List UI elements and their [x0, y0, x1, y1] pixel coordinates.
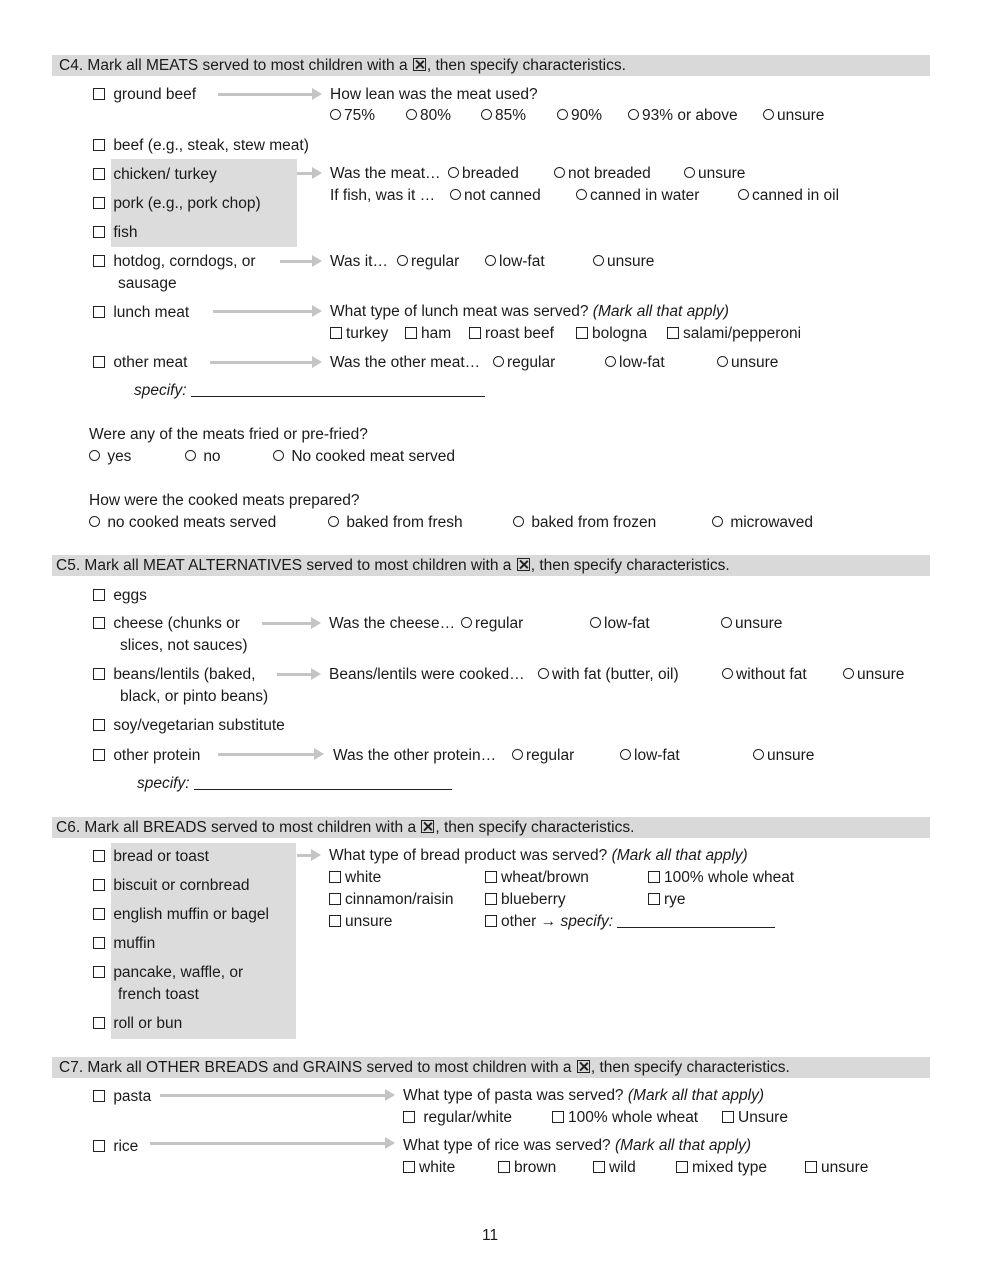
c7-item-rice[interactable] — [93, 1137, 138, 1157]
checkbox-icon[interactable] — [93, 139, 105, 151]
arrow-icon — [280, 260, 313, 263]
checkbox-icon[interactable] — [405, 327, 417, 339]
other-protein-option[interactable] — [512, 746, 574, 766]
c6-item-english-muffin[interactable] — [93, 905, 269, 925]
other-protein-option[interactable] — [753, 746, 814, 766]
specify-label: specify: — [134, 382, 187, 399]
radio-icon[interactable] — [397, 255, 408, 266]
lunch-option[interactable] — [469, 324, 554, 344]
lean-option[interactable] — [330, 106, 375, 126]
option-label: regular — [507, 354, 556, 371]
prepared-option[interactable] — [89, 513, 276, 533]
question-note: (Mark all that apply) — [614, 1137, 752, 1154]
radio-icon[interactable] — [450, 189, 461, 200]
radio-icon[interactable] — [620, 749, 631, 760]
c5-item-cheese-cont: slices, not sauces) — [120, 637, 248, 654]
hotdog-option[interactable] — [397, 252, 459, 272]
c6-item-pancake[interactable] — [93, 963, 243, 983]
item-label: bread or toast — [113, 848, 209, 865]
radio-icon[interactable] — [605, 356, 616, 367]
hotdog-option[interactable] — [593, 252, 654, 272]
arrow-icon — [150, 1142, 386, 1145]
radio-icon[interactable] — [628, 109, 639, 120]
section-header-c4 — [52, 55, 930, 76]
item-label: chicken/ turkey — [113, 166, 217, 183]
checkbox-icon[interactable] — [93, 668, 105, 680]
option-label: regular — [526, 747, 575, 764]
checkbox-icon[interactable] — [648, 871, 660, 883]
checkbox-icon[interactable] — [403, 1111, 415, 1123]
checkbox-icon[interactable] — [469, 327, 481, 339]
bread-option[interactable] — [329, 912, 392, 932]
item-label: eggs — [113, 587, 147, 604]
bread-option[interactable] — [485, 890, 566, 910]
c6-item-roll[interactable] — [93, 1014, 182, 1034]
fried-question: Were any of the meats fried or pre-fried? — [89, 426, 368, 443]
other-meat-option[interactable] — [493, 353, 555, 373]
option-label: 85% — [495, 107, 527, 124]
checkbox-icon[interactable] — [93, 1140, 105, 1152]
option-label: bologna — [592, 325, 648, 342]
cheese-option[interactable] — [721, 614, 782, 634]
option-label: roast beef — [485, 325, 554, 342]
radio-icon[interactable] — [406, 109, 417, 120]
radio-icon[interactable] — [513, 516, 524, 527]
prepared-option[interactable] — [712, 513, 813, 533]
lean-option[interactable] — [628, 106, 738, 126]
question-text: What type of rice was served? — [403, 1137, 611, 1154]
checkbox-icon[interactable] — [330, 327, 342, 339]
option-label: unsure — [767, 747, 815, 764]
other-protein-question: Was the other protein… — [333, 747, 497, 764]
c7-item-pasta[interactable] — [93, 1087, 151, 1107]
item-label: other protein — [113, 747, 201, 764]
checkbox-icon[interactable] — [329, 915, 341, 927]
pasta-question — [403, 1086, 764, 1106]
lunch-option[interactable] — [405, 324, 451, 344]
checkbox-icon[interactable] — [93, 850, 105, 862]
radio-icon[interactable] — [273, 450, 284, 461]
option-label: yes — [107, 448, 132, 465]
beans-question: Beans/lentils were cooked… — [329, 666, 525, 683]
checkbox-icon[interactable] — [93, 306, 105, 318]
option-label: unsure — [821, 1159, 869, 1176]
arrow-icon — [277, 673, 312, 676]
option-label: low-fat — [634, 747, 680, 764]
specify-label: specify: — [137, 775, 190, 792]
lean-option[interactable] — [557, 106, 602, 126]
cheese-option[interactable] — [590, 614, 650, 634]
c6-header-pre: C6. Mark all BREADS served to most children with a — [56, 819, 417, 836]
bread-option-other[interactable] — [485, 912, 775, 932]
option-label: 100% whole wheat — [664, 869, 795, 886]
c5-header-pre: C5. Mark all MEAT ALTERNATIVES served to most children with a — [56, 557, 512, 574]
radio-icon[interactable] — [712, 516, 723, 527]
section-header-c7 — [52, 1057, 930, 1078]
radio-icon[interactable] — [538, 668, 549, 679]
prepared-option[interactable] — [328, 513, 463, 533]
lunch-option[interactable] — [667, 324, 801, 344]
checkbox-icon[interactable] — [485, 893, 497, 905]
option-label: wild — [609, 1159, 636, 1176]
rice-option[interactable] — [498, 1158, 556, 1178]
bread-option[interactable] — [648, 868, 794, 888]
option-label: 75% — [344, 107, 376, 124]
option-label: turkey — [346, 325, 389, 342]
question-text: What type of lunch meat was served? — [330, 303, 589, 320]
rice-question — [403, 1136, 751, 1156]
right-arrow-icon: → — [540, 913, 557, 930]
option-label: baked from fresh — [346, 514, 463, 531]
option-label: low-fat — [604, 615, 650, 632]
option-label: unsure — [857, 666, 905, 683]
lunch-option[interactable] — [330, 324, 388, 344]
breaded-option[interactable] — [448, 164, 519, 184]
option-label: No cooked meat served — [291, 448, 456, 465]
c5-header-post: , then specify characteristics. — [530, 557, 730, 574]
item-label: pork (e.g., pork chop) — [113, 195, 261, 212]
c4-item-hotdog-cont: sausage — [118, 275, 177, 292]
checkbox-icon[interactable] — [93, 749, 105, 761]
checkbox-icon[interactable] — [552, 1111, 564, 1123]
checkbox-icon[interactable] — [93, 88, 105, 100]
item-label: rice — [113, 1138, 139, 1155]
radio-icon[interactable] — [721, 617, 732, 628]
checkbox-icon[interactable] — [676, 1161, 688, 1173]
arrow-icon — [213, 310, 313, 313]
option-label: salami/pepperoni — [683, 325, 802, 342]
item-label: other meat — [113, 354, 188, 371]
item-label: cheese (chunks or — [113, 615, 240, 632]
radio-icon[interactable] — [448, 167, 459, 178]
option-label: not canned — [464, 187, 541, 204]
option-label: no — [203, 448, 221, 465]
option-label: unsure — [698, 165, 746, 182]
arrow-icon — [160, 1094, 386, 1097]
radio-icon[interactable] — [89, 516, 100, 527]
c4-header-post: , then specify characteristics. — [426, 57, 626, 74]
c4-item-fish[interactable] — [93, 223, 137, 243]
option-label: blueberry — [501, 891, 566, 908]
checked-box-icon — [421, 820, 434, 833]
c5-item-soy[interactable] — [93, 716, 285, 736]
rice-option[interactable] — [403, 1158, 455, 1178]
c4-item-chicken[interactable] — [93, 165, 217, 185]
radio-icon[interactable] — [717, 356, 728, 367]
question-text: What type of pasta was served? — [403, 1087, 624, 1104]
c5-item-beans-cont: black, or pinto beans) — [120, 688, 269, 705]
c4-header-pre: C4. Mark all MEATS served to most children with a — [59, 57, 408, 74]
checkbox-icon[interactable] — [93, 719, 105, 731]
option-label: not breaded — [568, 165, 651, 182]
specify-input[interactable] — [191, 382, 485, 397]
hotdog-question: Was it… — [330, 253, 388, 270]
option-label: unsure — [777, 107, 825, 124]
fried-option[interactable] — [185, 447, 221, 467]
c6-item-pancake-cont: french toast — [118, 986, 199, 1003]
breaded-question: Was the meat… — [330, 165, 441, 182]
item-label: pasta — [113, 1088, 152, 1105]
option-label: canned in water — [590, 187, 700, 204]
option-label: regular/white — [423, 1109, 513, 1126]
question-note: (Mark all that apply) — [592, 303, 729, 320]
arrow-icon — [262, 622, 312, 625]
rice-option[interactable] — [676, 1158, 767, 1178]
checkbox-icon[interactable] — [648, 893, 660, 905]
radio-icon[interactable] — [485, 255, 496, 266]
checked-box-icon — [577, 1060, 590, 1073]
radio-icon[interactable] — [576, 189, 587, 200]
item-label: muffin — [113, 935, 156, 952]
checkbox-icon[interactable] — [593, 1161, 605, 1173]
radio-icon[interactable] — [722, 668, 733, 679]
other-protein-option[interactable] — [620, 746, 680, 766]
c4-specify[interactable] — [134, 381, 485, 401]
c7-header-pre: C7. Mark all OTHER BREADS and GRAINS served to most children with a — [59, 1059, 572, 1076]
c5-item-cheese[interactable] — [93, 614, 240, 634]
checkbox-icon[interactable] — [93, 226, 105, 238]
arrow-icon — [297, 172, 313, 175]
c4-item-lunch-meat[interactable] — [93, 303, 189, 323]
fried-option[interactable] — [273, 447, 455, 467]
checkbox-icon[interactable] — [667, 327, 679, 339]
page-number: 11 — [482, 1227, 499, 1244]
c4-item-other-meat[interactable] — [93, 353, 187, 373]
pasta-option[interactable] — [403, 1108, 512, 1128]
section-header-c6 — [52, 817, 930, 838]
c6-item-bread[interactable] — [93, 847, 209, 867]
cheese-option[interactable] — [461, 614, 523, 634]
option-label: low-fat — [619, 354, 665, 371]
checkbox-icon[interactable] — [93, 356, 105, 368]
radio-icon[interactable] — [738, 189, 749, 200]
item-label: beans/lentils (baked, — [113, 666, 256, 683]
radio-icon[interactable] — [593, 255, 604, 266]
c4-item-hotdog[interactable] — [93, 252, 256, 272]
option-label: cinnamon/raisin — [345, 891, 454, 908]
option-label: canned in oil — [752, 187, 840, 204]
specify-label: specify: — [560, 913, 614, 930]
lean-option[interactable] — [481, 106, 526, 126]
checked-box-icon — [517, 558, 530, 571]
bread-option[interactable] — [329, 890, 454, 910]
beans-option[interactable] — [843, 665, 904, 685]
item-label: pancake, waffle, or — [113, 964, 244, 981]
prepared-option[interactable] — [513, 513, 656, 533]
c4-item-pork[interactable] — [93, 194, 261, 214]
c5-item-eggs[interactable] — [93, 586, 147, 606]
radio-icon[interactable] — [328, 516, 339, 527]
lean-option[interactable] — [406, 106, 451, 126]
arrow-icon — [297, 854, 312, 857]
option-label: with fat (butter, oil) — [552, 666, 679, 683]
fish-question: If fish, was it … — [330, 187, 436, 204]
item-label: biscuit or cornbread — [113, 877, 250, 894]
item-label: roll or bun — [113, 1015, 183, 1032]
radio-icon[interactable] — [753, 749, 764, 760]
other-meat-option[interactable] — [717, 353, 778, 373]
checkbox-icon[interactable] — [93, 879, 105, 891]
option-label: Unsure — [738, 1109, 788, 1126]
radio-icon[interactable] — [493, 356, 504, 367]
option-label: white — [345, 869, 382, 886]
radio-icon[interactable] — [330, 109, 341, 120]
option-label: mixed type — [692, 1159, 767, 1176]
c6-header-post: , then specify characteristics. — [435, 819, 635, 836]
item-label: beef (e.g., steak, stew meat) — [113, 137, 309, 154]
option-label: no cooked meats served — [107, 514, 277, 531]
pasta-option[interactable] — [552, 1108, 698, 1128]
fried-option[interactable] — [89, 447, 131, 467]
question-text: What type of bread product was served? — [329, 847, 608, 864]
c6-item-muffin[interactable] — [93, 934, 155, 954]
radio-icon[interactable] — [843, 668, 854, 679]
item-label: fish — [113, 224, 138, 241]
rice-option[interactable] — [805, 1158, 868, 1178]
arrow-icon — [210, 361, 313, 364]
specify-input[interactable] — [617, 913, 775, 928]
checkbox-icon[interactable] — [93, 1017, 105, 1029]
checked-box-icon — [413, 58, 426, 71]
other-meat-option[interactable] — [605, 353, 665, 373]
option-label: other — [501, 913, 537, 930]
prepared-question: How were the cooked meats prepared? — [89, 492, 360, 509]
c7-header-post: , then specify characteristics. — [590, 1059, 790, 1076]
option-label: ham — [421, 325, 452, 342]
lunch-option[interactable] — [576, 324, 647, 344]
checkbox-icon[interactable] — [93, 617, 105, 629]
option-label: 93% or above — [642, 107, 738, 124]
option-label: unsure — [735, 615, 783, 632]
radio-icon[interactable] — [461, 617, 472, 628]
checkbox-icon[interactable] — [93, 589, 105, 601]
checkbox-icon[interactable] — [93, 255, 105, 267]
option-label: regular — [411, 253, 460, 270]
option-label: baked from frozen — [531, 514, 657, 531]
option-label: unsure — [607, 253, 655, 270]
radio-icon[interactable] — [481, 109, 492, 120]
option-label: regular — [475, 615, 524, 632]
checkbox-icon[interactable] — [93, 168, 105, 180]
fish-option[interactable] — [576, 186, 699, 206]
bread-question — [329, 846, 748, 866]
bread-option[interactable] — [329, 868, 381, 888]
item-label: hotdog, corndogs, or — [113, 253, 256, 270]
rice-option[interactable] — [593, 1158, 636, 1178]
option-label: brown — [514, 1159, 557, 1176]
radio-icon[interactable] — [89, 450, 100, 461]
radio-icon[interactable] — [557, 109, 568, 120]
question-note: (Mark all that apply) — [627, 1087, 764, 1104]
bread-option[interactable] — [648, 890, 686, 910]
checkbox-icon[interactable] — [93, 937, 105, 949]
checkbox-icon[interactable] — [805, 1161, 817, 1173]
checkbox-icon[interactable] — [403, 1161, 415, 1173]
checkbox-icon[interactable] — [93, 966, 105, 978]
checkbox-icon[interactable] — [93, 197, 105, 209]
lean-question: How lean was the meat used? — [330, 86, 538, 103]
section-header-c5 — [52, 555, 930, 576]
radio-icon[interactable] — [512, 749, 523, 760]
item-label: ground beef — [113, 86, 197, 103]
checkbox-icon[interactable] — [485, 871, 497, 883]
option-label: 80% — [420, 107, 452, 124]
option-label: 90% — [571, 107, 603, 124]
option-label: 100% whole wheat — [568, 1109, 699, 1126]
cheese-question: Was the cheese… — [329, 615, 456, 632]
radio-icon[interactable] — [590, 617, 601, 628]
radio-icon[interactable] — [684, 167, 695, 178]
c4-item-beef[interactable] — [93, 136, 309, 156]
option-label: low-fat — [499, 253, 545, 270]
bread-option[interactable] — [485, 868, 589, 888]
checkbox-icon[interactable] — [722, 1111, 734, 1123]
hotdog-option[interactable] — [485, 252, 545, 272]
breaded-option[interactable] — [554, 164, 651, 184]
item-label: soy/vegetarian substitute — [113, 717, 285, 734]
lean-option[interactable] — [763, 106, 824, 126]
option-label: unsure — [345, 913, 393, 930]
option-label: rye — [664, 891, 686, 908]
c4-item-ground-beef[interactable] — [93, 85, 196, 105]
option-label: wheat/brown — [501, 869, 589, 886]
checkbox-icon[interactable] — [498, 1161, 510, 1173]
arrow-icon — [218, 93, 313, 96]
pasta-option[interactable] — [722, 1108, 788, 1128]
item-label: english muffin or bagel — [113, 906, 269, 923]
c5-item-other-protein[interactable] — [93, 746, 200, 766]
checkbox-icon[interactable] — [329, 871, 341, 883]
other-meat-question: Was the other meat… — [330, 354, 481, 371]
lunch-question — [330, 302, 729, 322]
item-label: lunch meat — [113, 304, 190, 321]
option-label: without fat — [736, 666, 807, 683]
beans-option[interactable] — [722, 665, 807, 685]
specify-input[interactable] — [194, 775, 452, 790]
radio-icon[interactable] — [554, 167, 565, 178]
checkbox-icon[interactable] — [485, 915, 497, 927]
option-label: breaded — [462, 165, 519, 182]
beans-option[interactable] — [538, 665, 679, 685]
c5-specify[interactable] — [137, 774, 452, 794]
c6-item-biscuit[interactable] — [93, 876, 249, 896]
c5-item-beans[interactable] — [93, 665, 255, 685]
question-note: (Mark all that apply) — [611, 847, 748, 864]
checkbox-icon[interactable] — [93, 908, 105, 920]
radio-icon[interactable] — [185, 450, 196, 461]
option-label: unsure — [731, 354, 779, 371]
checkbox-icon[interactable] — [93, 1090, 105, 1102]
option-label: microwaved — [730, 514, 814, 531]
option-label: white — [419, 1159, 456, 1176]
checkbox-icon[interactable] — [329, 893, 341, 905]
fish-option[interactable] — [738, 186, 839, 206]
radio-icon[interactable] — [763, 109, 774, 120]
arrow-icon — [218, 753, 315, 756]
breaded-option[interactable] — [684, 164, 745, 184]
fish-option[interactable] — [450, 186, 541, 206]
checkbox-icon[interactable] — [576, 327, 588, 339]
